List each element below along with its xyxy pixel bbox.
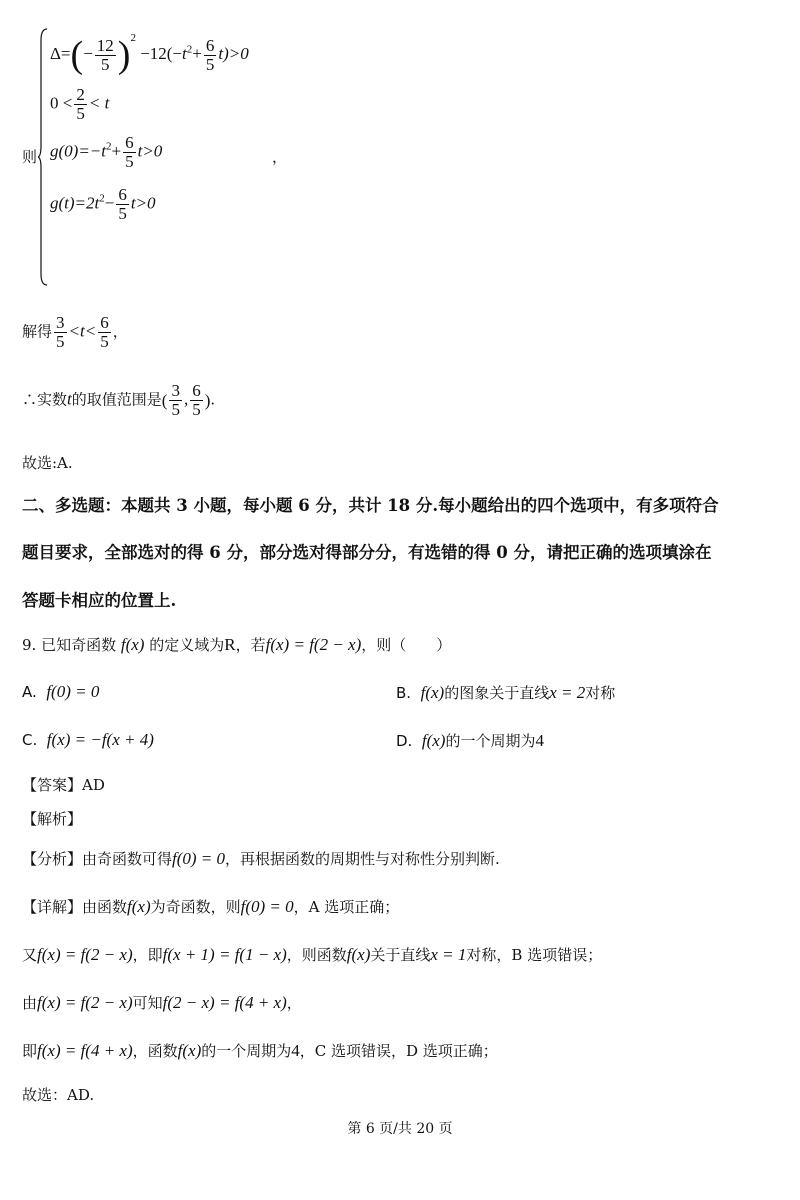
page-footer: 第 6 页/共 20 页: [347, 1121, 453, 1137]
detail-line-1: 【详解】由函数f(x)为奇函数，则f(0) = 0，A 选项正确；: [22, 897, 400, 916]
option-b: B. f(x)的图象关于直线x = 2对称: [396, 683, 616, 702]
detail-line-2: 又f(x) = f(2 − x)，即f(x + 1) = f(1 − x)，则函数f(x)关于直线x = 1对称，B 选项错误；: [22, 945, 603, 964]
detail-line-4: 即f(x) = f(4 + x)，函数f(x)的一个周期为4，C 选项错误，D 选项正确；: [22, 1041, 498, 1060]
system-trail: ，: [272, 148, 288, 166]
option-a: A. f(0) = 0: [22, 682, 100, 701]
option-c: C. f(x) = −f(x + 4): [22, 730, 154, 749]
system-row-1: Δ=(− $\frac{12}{5}$ )$^2 -12(-t^2+$ $\frac{6}{5}$ t)>0: [50, 32, 249, 77]
detail-line-3: 由f(x) = f(2 − x)可知f(2 − x) = f(4 + x)，: [22, 993, 302, 1012]
option-d: D. f(x)的一个周期为4: [396, 731, 544, 750]
analysis-summary: 【分析】由奇函数可得f(0) = 0，再根据函数的周期性与对称性分别判断.: [22, 849, 500, 868]
section-heading-line-3: 答题卡相应的位置上.: [22, 591, 177, 610]
system-lead: 则: [22, 148, 38, 166]
system-row-3: $g(0)=-t^2+$ $\frac{6}{5}$ t>0: [50, 133, 163, 171]
answer-line: 【答案】AD: [22, 776, 105, 794]
choice-a-line: 故选:A.: [22, 454, 73, 472]
system-row-4: $g(t)=2t^2-$ $\frac{6}{5}$ t>0: [50, 185, 156, 223]
question-9: 9. 已知奇函数 f(x) 的定义域为R，若f(x) = f(2 − x)，则（ ）: [22, 635, 452, 654]
range-line: ∴实数t的取值范围是( $\frac{3}{5}$ , $\frac{6}{5}$ ).: [22, 381, 216, 419]
section-heading-line-2: 题目要求，全部选对的得 6 分，部分选对得部分分，有选错的得 0 分，请把正确的选项填涂在: [22, 543, 712, 562]
section-heading-line-1: 二、多选题：本题共 3 小题，每小题 6 分，共计 18 分.每小题给出的四个选项中，有多项符合: [22, 496, 719, 515]
solve-line: 解得 $\frac{3}{5}$ <t< $\frac{6}{5}$ ，: [22, 313, 128, 351]
system-row-2: 0 < $\frac{2}{5}$ < t: [50, 85, 110, 123]
analysis-heading: 【解析】: [22, 810, 83, 828]
choice-ad-line: 故选：AD.: [22, 1086, 95, 1104]
system-brace: [38, 28, 48, 286]
